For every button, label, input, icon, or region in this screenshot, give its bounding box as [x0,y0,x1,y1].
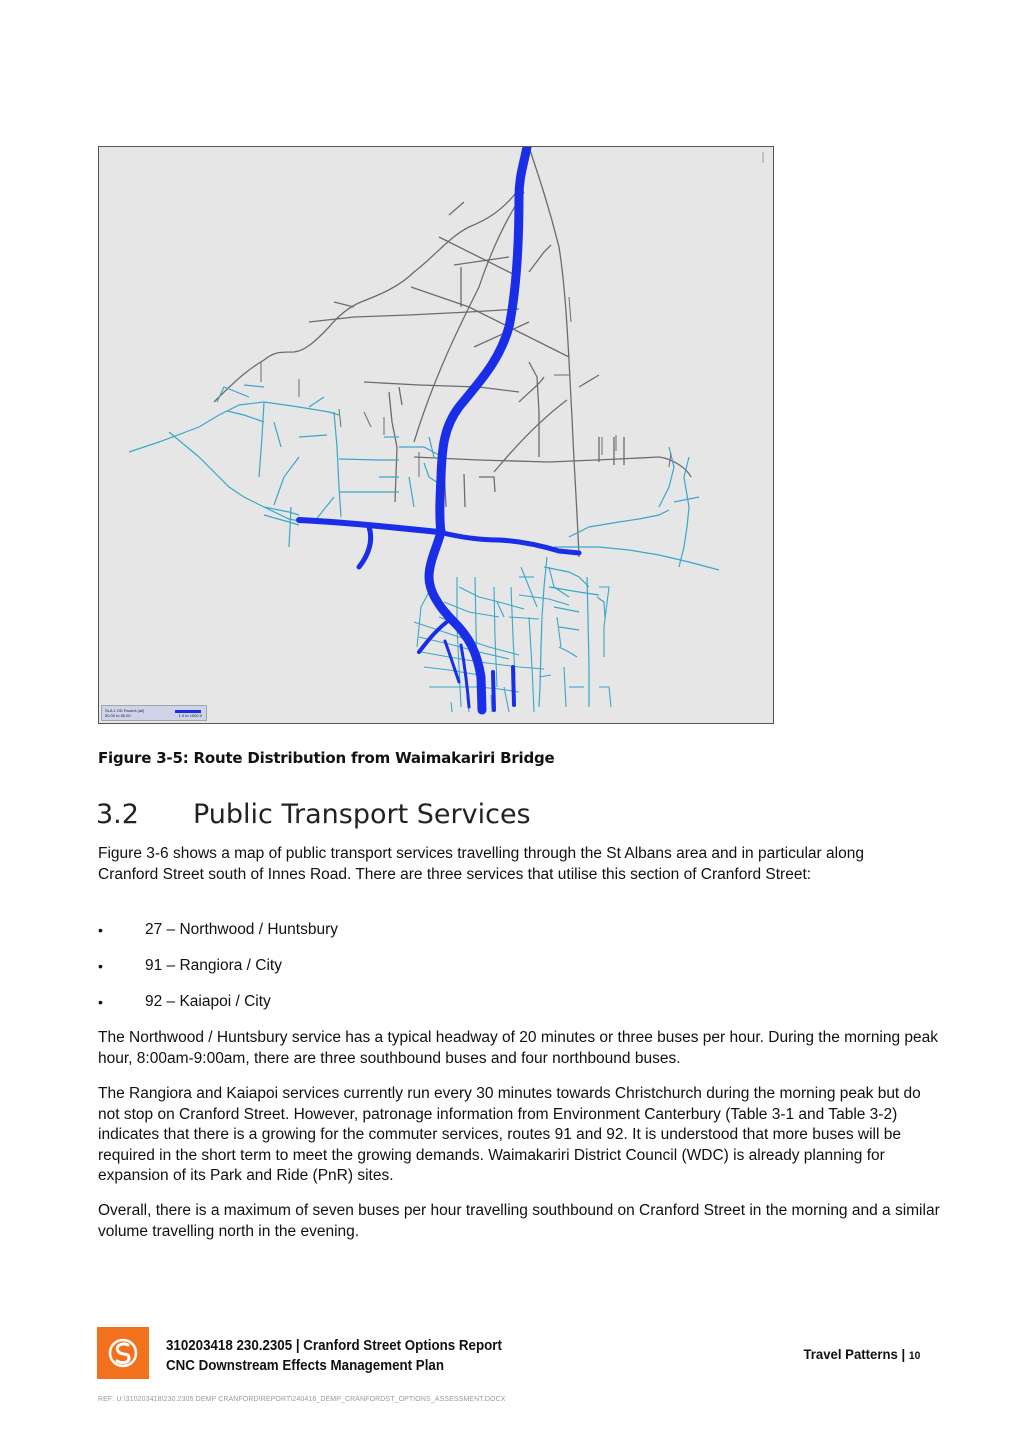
rangiora-paragraph: The Rangiora and Kaiapoi services currently run every 30 minutes towards Christchurch during the morning peak but do not stop on Cranford Street. However, patronage information from Environment Canterbury (Table 3-1 and Table 3-2) indicates that there is a growing for the commuter services, routes 91 and 92. It is understood that more buses will be required in the short term to meet the growing demands. Waimakariri District Council (WDC) is already planning for expansion of its Park and Ride (PnR) sites. [98,1085,921,1184]
footer-section-label: Travel Patterns | [803,1346,909,1362]
overall-paragraph: Overall, there is a maximum of seven buses per hour travelling southbound on Cranford Street in the morning and a similar volume travelling north in the evening. [98,1202,940,1240]
northwood-paragraph: The Northwood / Huntsbury service has a typical headway of 20 minutes or three buses per hour. During the morning peak hour, 8:00am-9:00am, there are three southbound buses and four northbound buses. [98,1029,939,1067]
legend-sub: 50.00 to 80.00 [105,713,131,718]
list-item-text: 27 – Northwood / Huntsbury [145,921,338,938]
figure-caption: Figure 3-5: Route Distribution from Waimakariri Bridge [98,749,555,767]
bullet-icon: • [98,958,103,974]
intro-paragraph: Figure 3-6 shows a map of public transport services travelling through the St Albans area and in particular along Cranford Street south of Innes Road. There are three services that utilise this section of Cranford Street: [98,845,864,883]
footer-line-1: 310203418 230.2305 | Cranford Street Options Report [166,1338,502,1354]
section-number: 3.2 [96,799,139,830]
section-heading [96,799,531,830]
legend-title: SLA 1 OD Routes (all) [105,708,145,713]
cyan-roads [129,385,719,707]
grey-roads [214,147,691,557]
road-network-svg [99,147,775,725]
stantec-logo-icon [97,1327,149,1379]
footer-page-label [803,1346,920,1362]
map-legend [101,705,207,721]
list-item-text: 91 – Rangiora / City [145,957,282,974]
route-distribution-map [98,146,774,724]
document-reference: REF: U:\310203418\230.2305 DEMP CRANFORD\REPORT\240416_DEMP_CRANFORDST_OPTIONS_ASSESSMENT.DOCX [98,1396,506,1403]
main-route [299,147,579,710]
bullet-icon: • [98,922,103,938]
list-item-text: 92 – Kaiapoi / City [145,993,271,1010]
section-title: Public Transport Services [193,799,531,830]
footer-line-2: CNC Downstream Effects Management Plan [166,1358,444,1374]
page-number: 10 [908,1350,920,1362]
legend-scale: 1.0 to 1500.0 [178,713,202,718]
bullet-icon: • [98,994,103,1010]
footer-title [166,1336,502,1376]
